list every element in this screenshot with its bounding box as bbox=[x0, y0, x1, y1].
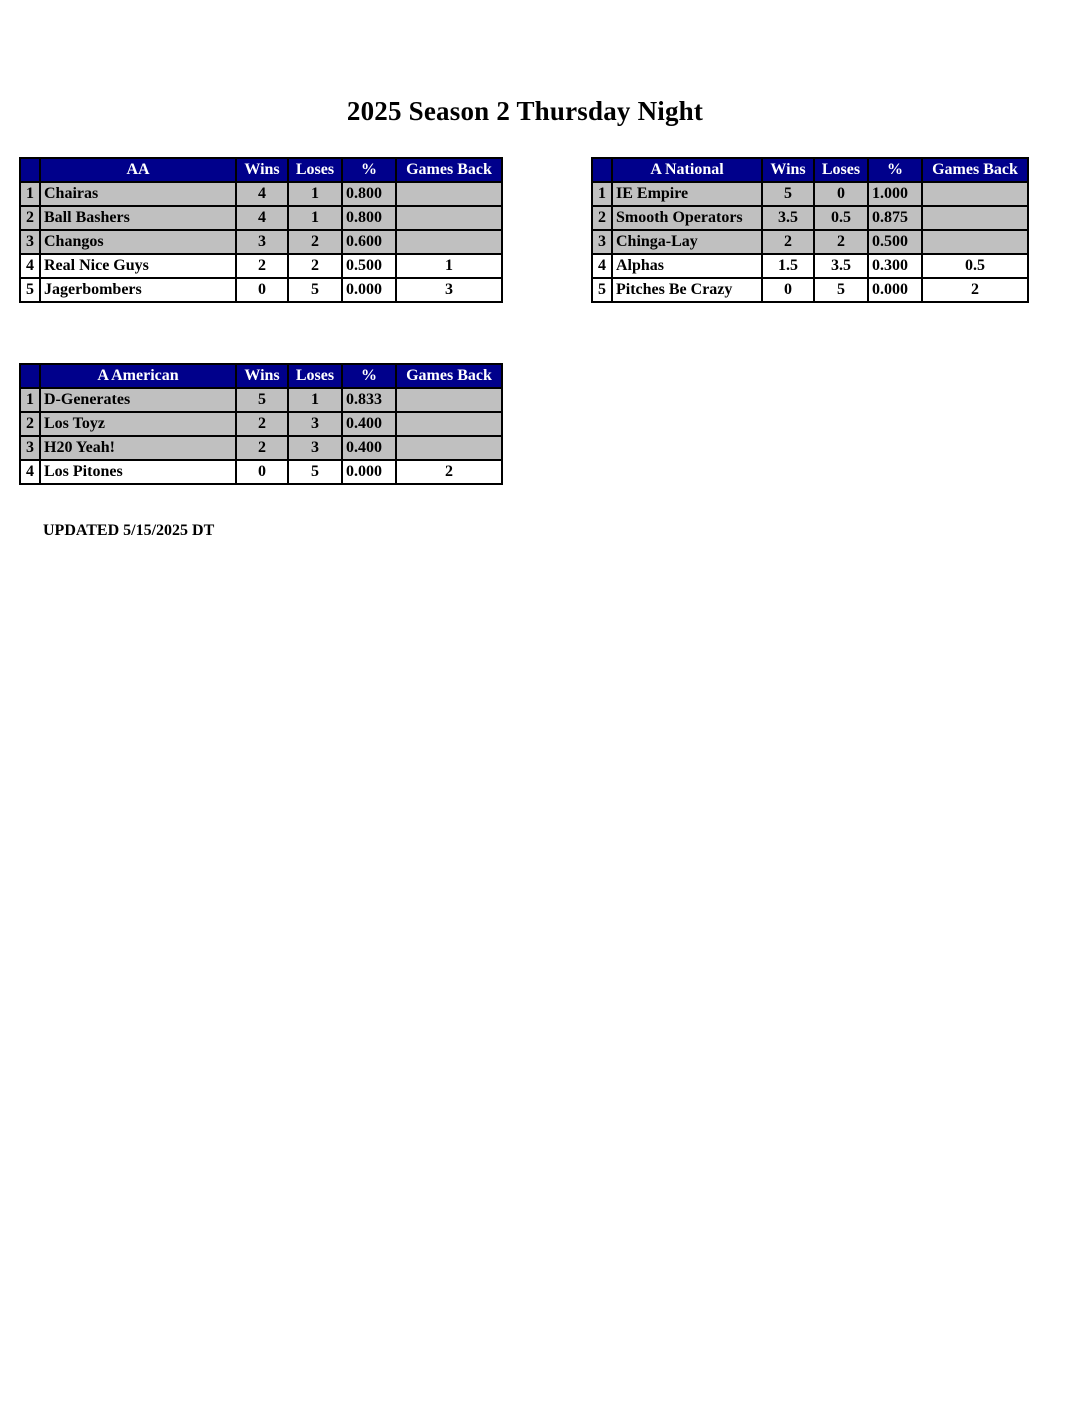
loses-cell: 2 bbox=[814, 230, 868, 254]
games-back-header: Games Back bbox=[396, 364, 502, 388]
table-header-row bbox=[20, 158, 502, 182]
loses-cell: 2 bbox=[288, 254, 342, 278]
table-header-row bbox=[20, 364, 502, 388]
pct-cell: 0.500 bbox=[342, 254, 396, 278]
rank-cell: 3 bbox=[20, 230, 40, 254]
rank-cell: 2 bbox=[20, 412, 40, 436]
team-cell: IE Empire bbox=[612, 182, 762, 206]
pct-cell: 0.800 bbox=[342, 206, 396, 230]
table-row bbox=[20, 388, 502, 412]
wins-cell: 0 bbox=[236, 278, 288, 302]
team-cell: Real Nice Guys bbox=[40, 254, 236, 278]
games-back-header: Games Back bbox=[922, 158, 1028, 182]
games-back-cell: 2 bbox=[922, 278, 1028, 302]
team-cell: Changos bbox=[40, 230, 236, 254]
wins-cell: 0 bbox=[236, 460, 288, 484]
pct-cell: 0.400 bbox=[342, 436, 396, 460]
table-row bbox=[592, 230, 1028, 254]
loses-cell: 1 bbox=[288, 182, 342, 206]
games-back-cell bbox=[396, 182, 502, 206]
page-title: 2025 Season 2 Thursday Night bbox=[346, 96, 704, 126]
pct-cell: 1.000 bbox=[868, 182, 922, 206]
rank-cell: 1 bbox=[20, 182, 40, 206]
rank-cell: 2 bbox=[20, 206, 40, 230]
wins-cell: 3 bbox=[236, 230, 288, 254]
wins-cell: 1.5 bbox=[762, 254, 814, 278]
rank-header bbox=[20, 364, 40, 388]
table-row bbox=[592, 278, 1028, 302]
rank-header bbox=[592, 158, 612, 182]
games-back-cell: 2 bbox=[396, 460, 502, 484]
division-header: A National bbox=[612, 158, 762, 182]
wins-cell: 2 bbox=[236, 254, 288, 278]
wins-header: Wins bbox=[762, 158, 814, 182]
division-header: AA bbox=[40, 158, 236, 182]
games-back-cell: 1 bbox=[396, 254, 502, 278]
table-row bbox=[20, 436, 502, 460]
loses-cell: 3.5 bbox=[814, 254, 868, 278]
rank-cell: 5 bbox=[592, 278, 612, 302]
table-row bbox=[20, 460, 502, 484]
table-row bbox=[20, 230, 502, 254]
table-row bbox=[20, 254, 502, 278]
games-back-cell bbox=[922, 182, 1028, 206]
wins-header: Wins bbox=[236, 364, 288, 388]
rank-cell: 3 bbox=[20, 436, 40, 460]
table-row bbox=[20, 278, 502, 302]
standings-table-a-national bbox=[591, 157, 1029, 303]
rank-cell: 2 bbox=[592, 206, 612, 230]
pct-header: % bbox=[868, 158, 922, 182]
wins-cell: 5 bbox=[762, 182, 814, 206]
table-row bbox=[592, 182, 1028, 206]
pct-cell: 0.400 bbox=[342, 412, 396, 436]
rank-cell: 4 bbox=[592, 254, 612, 278]
loses-header: Loses bbox=[288, 364, 342, 388]
wins-cell: 2 bbox=[236, 412, 288, 436]
games-back-cell bbox=[396, 206, 502, 230]
pct-cell: 0.300 bbox=[868, 254, 922, 278]
team-cell: Ball Bashers bbox=[40, 206, 236, 230]
loses-cell: 3 bbox=[288, 412, 342, 436]
team-cell: Pitches Be Crazy bbox=[612, 278, 762, 302]
table-header-row bbox=[592, 158, 1028, 182]
pct-cell: 0.000 bbox=[868, 278, 922, 302]
wins-cell: 4 bbox=[236, 206, 288, 230]
games-back-cell bbox=[922, 230, 1028, 254]
pct-cell: 0.875 bbox=[868, 206, 922, 230]
loses-header: Loses bbox=[288, 158, 342, 182]
table-row bbox=[20, 206, 502, 230]
pct-cell: 0.000 bbox=[342, 460, 396, 484]
division-header: A American bbox=[40, 364, 236, 388]
loses-cell: 5 bbox=[288, 460, 342, 484]
team-cell: Jagerbombers bbox=[40, 278, 236, 302]
loses-cell: 1 bbox=[288, 206, 342, 230]
team-cell: Alphas bbox=[612, 254, 762, 278]
table-row bbox=[20, 182, 502, 206]
table-row bbox=[592, 206, 1028, 230]
loses-cell: 0.5 bbox=[814, 206, 868, 230]
loses-cell: 5 bbox=[814, 278, 868, 302]
games-back-cell bbox=[396, 412, 502, 436]
wins-cell: 3.5 bbox=[762, 206, 814, 230]
pct-cell: 0.600 bbox=[342, 230, 396, 254]
loses-cell: 0 bbox=[814, 182, 868, 206]
games-back-cell: 3 bbox=[396, 278, 502, 302]
pct-cell: 0.800 bbox=[342, 182, 396, 206]
rank-cell: 4 bbox=[20, 460, 40, 484]
pct-header: % bbox=[342, 364, 396, 388]
team-cell: Los Toyz bbox=[40, 412, 236, 436]
games-back-cell: 0.5 bbox=[922, 254, 1028, 278]
rank-header bbox=[20, 158, 40, 182]
wins-cell: 2 bbox=[762, 230, 814, 254]
standings-table-a-american bbox=[19, 363, 503, 485]
games-back-cell bbox=[396, 230, 502, 254]
team-cell: H20 Yeah! bbox=[40, 436, 236, 460]
loses-cell: 1 bbox=[288, 388, 342, 412]
team-cell: Chairas bbox=[40, 182, 236, 206]
rank-cell: 1 bbox=[592, 182, 612, 206]
team-cell: Chinga-Lay bbox=[612, 230, 762, 254]
wins-cell: 4 bbox=[236, 182, 288, 206]
pct-header: % bbox=[342, 158, 396, 182]
table-row bbox=[592, 254, 1028, 278]
games-back-cell bbox=[922, 206, 1028, 230]
rank-cell: 5 bbox=[20, 278, 40, 302]
loses-cell: 3 bbox=[288, 436, 342, 460]
games-back-cell bbox=[396, 388, 502, 412]
games-back-header: Games Back bbox=[396, 158, 502, 182]
rank-cell: 1 bbox=[20, 388, 40, 412]
pct-cell: 0.833 bbox=[342, 388, 396, 412]
loses-header: Loses bbox=[814, 158, 868, 182]
rank-cell: 4 bbox=[20, 254, 40, 278]
pct-cell: 0.500 bbox=[868, 230, 922, 254]
updated-note: UPDATED 5/15/2025 DT bbox=[43, 522, 215, 539]
games-back-cell bbox=[396, 436, 502, 460]
wins-header: Wins bbox=[236, 158, 288, 182]
team-cell: Los Pitones bbox=[40, 460, 236, 484]
team-cell: Smooth Operators bbox=[612, 206, 762, 230]
rank-cell: 3 bbox=[592, 230, 612, 254]
loses-cell: 5 bbox=[288, 278, 342, 302]
pct-cell: 0.000 bbox=[342, 278, 396, 302]
table-row bbox=[20, 412, 502, 436]
standings-table-aa bbox=[19, 157, 503, 303]
loses-cell: 2 bbox=[288, 230, 342, 254]
wins-cell: 0 bbox=[762, 278, 814, 302]
team-cell: D-Generates bbox=[40, 388, 236, 412]
wins-cell: 5 bbox=[236, 388, 288, 412]
wins-cell: 2 bbox=[236, 436, 288, 460]
